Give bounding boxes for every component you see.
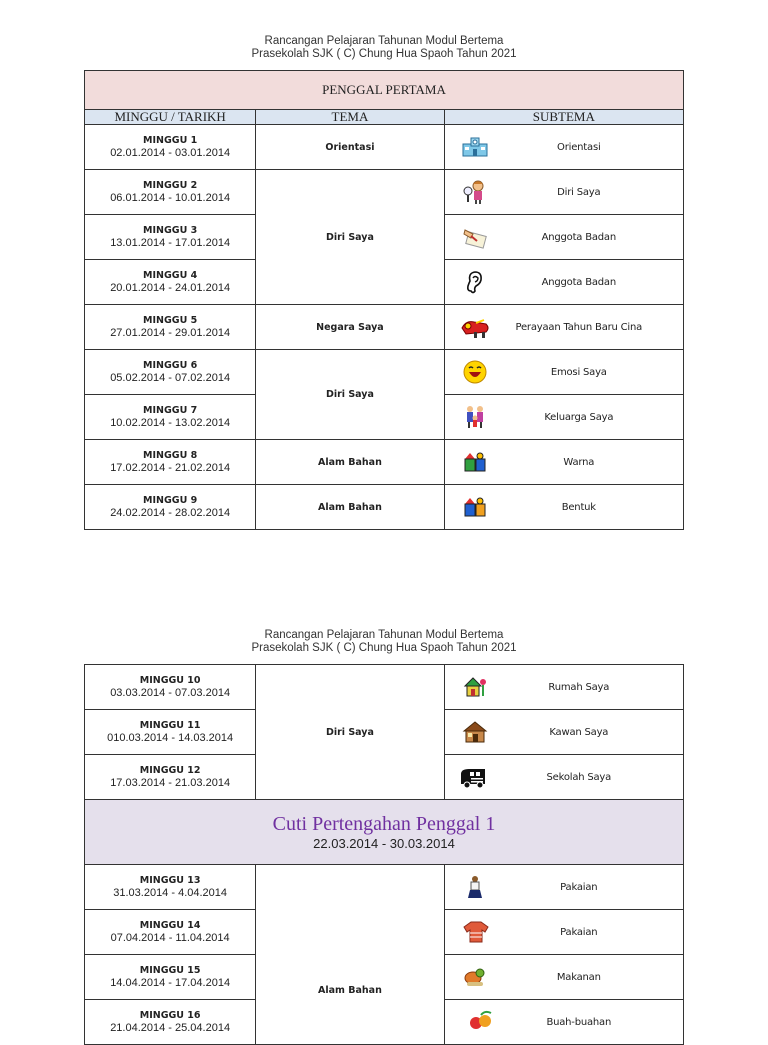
week-cell [85, 350, 256, 395]
week-label: MINGGU 1 [143, 134, 198, 146]
subtheme-cell [444, 955, 683, 1000]
week-cell [85, 125, 256, 170]
laughing-face-icon [461, 359, 489, 385]
week-date: 27.01.2014 - 29.01.2014 [110, 326, 231, 339]
subtheme-cell [444, 665, 683, 710]
column-week: MINGGU / TARIKH [85, 110, 256, 125]
subtheme-label: Sekolah Saya [546, 771, 612, 783]
header-title: Rancangan Pelajaran Tahunan Modul Bertema [264, 629, 504, 641]
theme-label: Alam Bahan [318, 985, 382, 996]
subtheme-cell [444, 755, 683, 800]
subtheme-cell [444, 260, 683, 305]
subtheme-cell [444, 910, 683, 955]
table-row [85, 350, 684, 395]
subtheme-label: Warna [563, 456, 595, 468]
week-cell [85, 485, 256, 530]
subtheme-label: Pakaian [560, 926, 598, 938]
subtheme-label: Makanan [556, 971, 601, 983]
table-row [85, 665, 684, 710]
table-row [85, 485, 684, 530]
lion-dance-icon [457, 314, 491, 340]
subtheme-cell [444, 710, 683, 755]
week-label: MINGGU 11 [139, 719, 201, 731]
week-label: MINGGU 8 [143, 449, 198, 461]
term-title: PENGGAL PERTAMA [85, 71, 684, 110]
week-label: MINGGU 13 [139, 874, 201, 886]
break-title: Cuti Pertengahan Penggal 1 [272, 813, 496, 835]
theme-cell: Alam Bahan [256, 440, 444, 485]
ear-icon [461, 269, 489, 295]
theme-cell: Orientasi [256, 125, 444, 170]
week-date: 010.03.2014 - 14.03.2014 [107, 731, 234, 744]
plan-table-page-1 [84, 70, 684, 530]
week-cell [85, 170, 256, 215]
column-subtheme: SUBTEMA [444, 110, 683, 125]
subtheme-label: Rumah Saya [548, 681, 610, 693]
hand-writing-icon [461, 224, 489, 250]
subtheme-cell [444, 395, 683, 440]
food-icon [461, 964, 489, 990]
subtheme-cell [444, 305, 683, 350]
subtheme-cell [444, 170, 683, 215]
week-label: MINGGU 3 [143, 224, 198, 236]
theme-cell: Diri Saya [256, 170, 444, 305]
colored-blocks-icon [461, 449, 489, 475]
subtheme-cell [444, 865, 683, 910]
week-date: 21.04.2014 - 25.04.2014 [110, 1021, 231, 1034]
week-date: 05.02.2014 - 07.02.2014 [110, 371, 231, 384]
fruit-icon [463, 1009, 499, 1035]
subtheme-label: Pakaian [560, 881, 598, 893]
shape-blocks-icon [461, 494, 489, 520]
week-cell [85, 215, 256, 260]
plan-table-page-2 [84, 664, 684, 1045]
week-label: MINGGU 7 [143, 404, 198, 416]
week-date: 03.03.2014 - 07.03.2014 [110, 686, 231, 699]
subtheme-label: Kawan Saya [549, 726, 609, 738]
week-cell [85, 955, 256, 1000]
school-bus-icon [455, 764, 491, 790]
child-magnifier-icon [461, 179, 489, 205]
week-label: MINGGU 15 [139, 964, 201, 976]
subtheme-label: Anggota Badan [541, 231, 616, 243]
table-row [85, 305, 684, 350]
week-label: MINGGU 4 [143, 269, 198, 281]
subtheme-cell [444, 485, 683, 530]
week-date: 06.01.2014 - 10.01.2014 [110, 191, 231, 204]
mid-term-break [85, 800, 684, 865]
header-subtitle: Prasekolah SJK ( C) Chung Hua Spaoh Tahun 2021 [251, 642, 517, 654]
subtheme-label: Bentuk [561, 501, 596, 513]
week-cell [85, 260, 256, 305]
week-cell [85, 305, 256, 350]
week-label: MINGGU 12 [139, 764, 201, 776]
week-date: 14.04.2014 - 17.04.2014 [110, 976, 231, 989]
subtheme-cell [444, 215, 683, 260]
week-label: MINGGU 2 [143, 179, 198, 191]
subtheme-label: Anggota Badan [541, 276, 616, 288]
theme-cell: Diri Saya [256, 350, 444, 440]
week-cell [85, 910, 256, 955]
school-building-icon [461, 134, 489, 160]
table-row [85, 440, 684, 485]
table-row [85, 865, 684, 910]
house-icon [461, 674, 489, 700]
document-header-page-2 [0, 629, 768, 655]
column-theme: TEMA [256, 110, 444, 125]
subtheme-label: Buah-buahan [546, 1016, 612, 1028]
uniform-icon [461, 874, 489, 900]
week-label: MINGGU 10 [139, 674, 201, 686]
family-icon [461, 404, 489, 430]
week-cell [85, 755, 256, 800]
break-row [85, 800, 684, 865]
shirt-icon [459, 919, 493, 945]
week-date: 17.02.2014 - 21.02.2014 [110, 461, 231, 474]
week-date: 17.03.2014 - 21.03.2014 [110, 776, 231, 789]
subtheme-label: Emosi Saya [550, 366, 607, 378]
header-subtitle: Prasekolah SJK ( C) Chung Hua Spaoh Tahun 2021 [251, 48, 517, 60]
week-label: MINGGU 9 [143, 494, 198, 506]
table-row [85, 125, 684, 170]
week-date: 13.01.2014 - 17.01.2014 [110, 236, 231, 249]
subtheme-cell [444, 1000, 683, 1045]
theme-cell: Alam Bahan [256, 485, 444, 530]
subtheme-label: Orientasi [557, 141, 601, 153]
document-header [0, 35, 768, 61]
subtheme-cell [444, 350, 683, 395]
week-cell [85, 395, 256, 440]
week-date: 20.01.2014 - 24.01.2014 [110, 281, 231, 294]
cottage-icon [461, 719, 489, 745]
theme-cell [256, 865, 444, 1045]
week-date: 02.01.2014 - 03.01.2014 [110, 146, 231, 159]
week-date: 24.02.2014 - 28.02.2014 [110, 506, 231, 519]
subtheme-cell [444, 125, 683, 170]
header-title: Rancangan Pelajaran Tahunan Modul Bertema [264, 35, 504, 47]
week-label: MINGGU 16 [139, 1009, 201, 1021]
theme-cell: Negara Saya [256, 305, 444, 350]
week-date: 07.04.2014 - 11.04.2014 [110, 931, 230, 944]
table-row [85, 170, 684, 215]
theme-cell: Diri Saya [256, 665, 444, 800]
week-label: MINGGU 6 [143, 359, 198, 371]
week-cell [85, 710, 256, 755]
week-cell [85, 865, 256, 910]
subtheme-label: Diri Saya [557, 186, 601, 198]
subtheme-label: Perayaan Tahun Baru Cina [515, 321, 643, 333]
subtheme-cell [444, 440, 683, 485]
week-label: MINGGU 5 [143, 314, 198, 326]
break-date: 22.03.2014 - 30.03.2014 [313, 836, 455, 851]
week-cell [85, 1000, 256, 1045]
week-label: MINGGU 14 [139, 919, 201, 931]
week-date: 31.03.2014 - 4.04.2014 [113, 886, 228, 899]
week-cell [85, 440, 256, 485]
week-cell [85, 665, 256, 710]
week-date: 10.02.2014 - 13.02.2014 [110, 416, 231, 429]
subtheme-label: Keluarga Saya [544, 411, 614, 423]
